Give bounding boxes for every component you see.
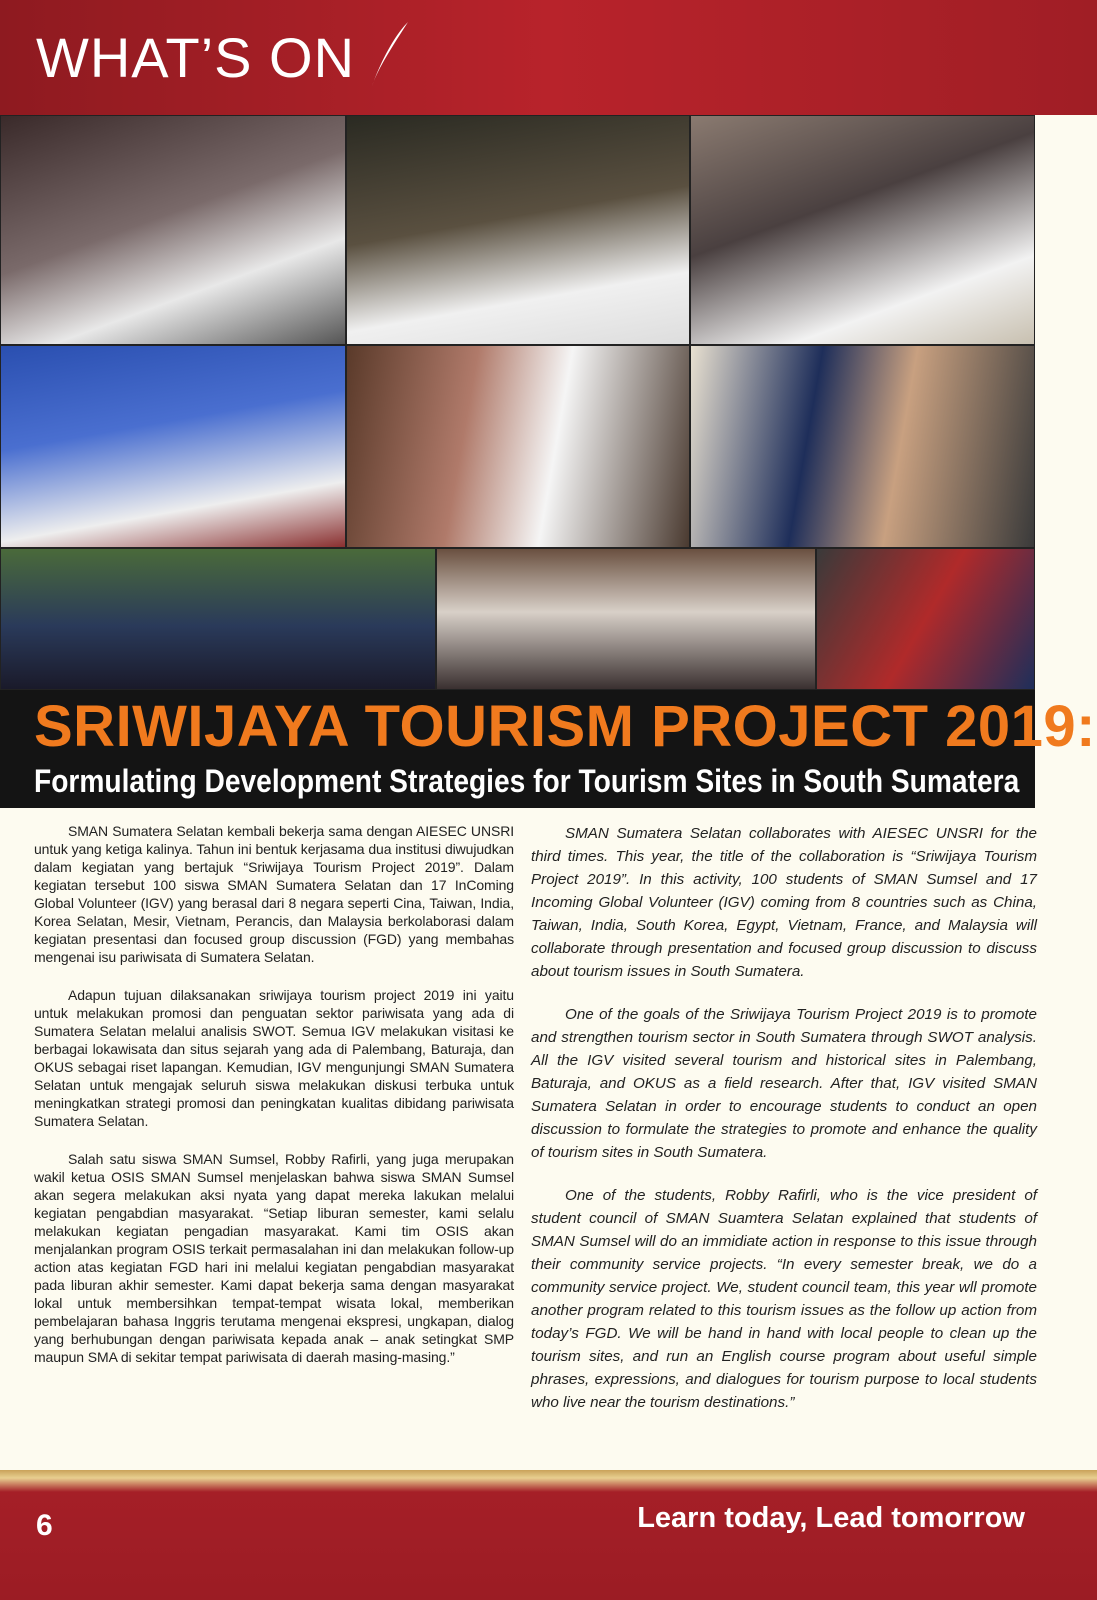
photo-group-banner — [436, 548, 816, 690]
headline: SRIWIJAYA TOURISM PROJECT 2019: — [34, 694, 1096, 759]
english-article — [531, 822, 1037, 1434]
paragraph: Adapun tujuan dilaksanakan sriwijaya tourism project 2019 ini yaitu untuk melakukan promosi dan penguatan sektor pariwisata yang ada di Sumatera Selatan melalui analisis SWOT. Semua IGV melakukan visitasi ke berbagai lokawisata dan situs sejarah yang ada di Palembang, Baturaja, dan OKUS sebagai riset lapangan. Kemudian, IGV mengunjungi SMAN Sumatera Selatan untuk mengajak seluruh siswa melakukan diskusi terbuka untuk meningkatkan strategi promosi dan peningkatan kualitas dibidang pariwisata Sumatera Selatan. — [34, 987, 514, 1129]
photo-volunteers-seated — [690, 115, 1035, 345]
photo-exchange — [690, 345, 1035, 548]
paragraph: SMAN Sumatera Selatan kembali bekerja sama dengan AIESEC UNSRI untuk yang ketiga kalinya. Tahun ini bentuk kerjasama dua institusi diwujudkan dalam kegiatan yang bertajuk “Sriwijaya Tourism Project 2019”. Dalam kegiatan tersebut 100 siswa SMAN Sumatera Selatan dan 17 InComing Global Volunteer (IGV) yang berasal dari 8 negara seperti Cina, Taiwan, India, Korea Selatan, Mesir, Vietnam, Perancis, dan Malaysia berkolaborasi dalam kegiatan presentasi dan focused group discussion (FGD) yang membahas mengenai isu pariwisata di Sumatera Selatan. — [34, 823, 514, 965]
tagline: Learn today, Lead tomorrow — [637, 1502, 1025, 1534]
paragraph: SMAN Sumatera Selatan collaborates with AIESEC UNSRI for the third times. This year, the title of the collaboration is “Sriwijaya Tourism Project 2019”. In this activity, 100 students of SMAN Sumsel and 17 Incoming Global Volunteer (IGV) coming from 8 countries such as China, Taiwan, India, South Korea, Egypt, Vietnam, France, and Malaysia will collaborate through presentation and focused group discussion to discuss about tourism issues in South Sumatera. — [531, 825, 1037, 980]
photo-two-girls — [346, 345, 690, 548]
section-title: WHAT’S ON — [36, 26, 356, 89]
paragraph: One of the goals of the Sriwijaya Tourism Project 2019 is to promote and strengthen tourism sector in South Sumatera through SWOT analysis. All the IGV visited several tourism and historical sites in Palembang, Baturaja, and OKUS as a field research. After that, IGV visited SMAN Sumatera Selatan in order to encourage students to conduct an open discussion to formulate the strategies to promote and enhance the quality of tourism sites in South Sumatera. — [531, 1006, 1037, 1161]
photo-selfie — [816, 548, 1035, 690]
indonesian-article — [34, 822, 514, 1386]
paragraph: Salah satu siswa SMAN Sumsel, Robby Rafirli, yang juga merupakan wakil ketua OSIS SMAN Sumsel menjelaskan bahwa siswa SMAN Sumsel akan segera melakukan aksi nyata yang dapat mereka lakukan melalui kegiatan pengabdian masyarakat. “Setiap liburan semester, kami selalu melakukan kegiatan pengadian masyarakat. Kami tim OSIS akan menjalankan program OSIS terkait permasalahan ini dan melakukan follow-up action atas kegiatan FGD hari ini melalui kegiatan pengabdian masyarakat pada liburan akhir semester. Kami dapat bekerja sama dengan masyarakat lokal untuk membersihkan tempat-tempat wisata lokal, memberikan pembelajaran bahasa Inggris terutama mengenai ekspresi, ungkapan, dialog yang berhubungan dengan pariwisata kepada anak – anak setingkat SMP maupun SMA di sekitar tempat pariwisata di daerah masing-masing.” — [34, 1151, 514, 1365]
photo-collage — [0, 115, 1035, 690]
photo-group-garden — [0, 548, 436, 690]
paragraph: One of the students, Robby Rafirli, who is the vice president of student council of SMAN Suamtera Selatan explained that students of SMAN Sumsel will do an immidiate action in response to this issue through their community service projects. “In every semester break, we do a community service project. We, student council team, this year wll promote another program related to this tourism issues as the follow up action from today’s FGD. We will be hand in hand with local people to clean up the tourism sites, and run an English course program about useful simple phrases, expressions, and dialogues for tourism purpose to local students who live near the tourism destinations.” — [531, 1187, 1037, 1411]
headline-band — [0, 690, 1096, 808]
photo-discussion-group — [346, 115, 690, 345]
header-band — [0, 0, 1097, 115]
photo-students-poster — [0, 115, 346, 345]
quill-icon — [368, 20, 412, 90]
subheadline: Formulating Development Strategies for Tourism Sites in South Sumatera — [34, 763, 1020, 799]
photo-presentation — [0, 345, 346, 548]
footer-band — [0, 1470, 1097, 1600]
page-number: 6 — [36, 1509, 53, 1542]
